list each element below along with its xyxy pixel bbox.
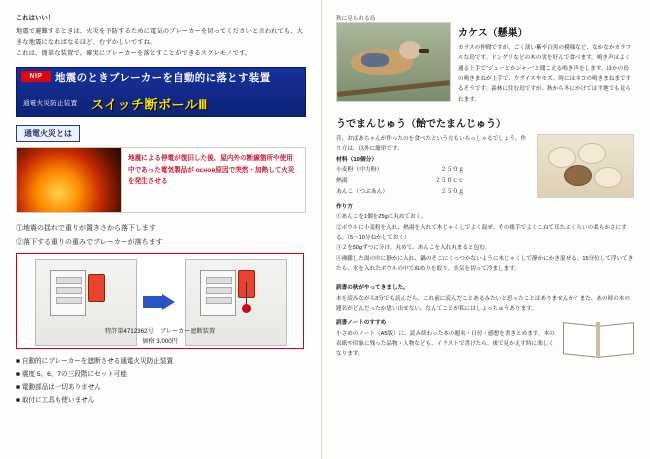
method-step-4: ④沸騰した湯の中に静かに入れ、鍋のそこにくっつかないように木じゃくしで静かにかき混ぜる。15分位して浮いてきたら、水を入れたボウルの中でぬめりを取り、水気を切って冷まします。 xyxy=(336,255,634,273)
product-photo-box xyxy=(16,253,304,349)
ingredient-row xyxy=(336,165,529,176)
reading-title-1: 読書の秋がやってきました。 xyxy=(336,285,409,292)
product-banner xyxy=(16,67,306,117)
lead-block xyxy=(16,14,307,59)
method-step-3: ③２を50gずつに分け、丸めて、あんこを入れ丸まると包む。 xyxy=(336,245,491,252)
bird-title: カケス（懸巣） xyxy=(458,28,528,39)
bird-section xyxy=(336,14,634,106)
banner-subtitle: 通電火災防止装置 xyxy=(23,100,78,108)
banner-product-name: スイッチ断ボールⅢ xyxy=(91,97,208,113)
method-title: 作り方 xyxy=(336,204,353,210)
method-step-1: ①あんこを1個を25gに丸めておく。 xyxy=(336,214,427,221)
ingredient-name: あんこ（つぶあん） xyxy=(336,188,389,195)
open-book-icon xyxy=(562,318,634,360)
bullet-3: ■ 電動部品は一切ありません xyxy=(16,382,307,395)
lead-paragraph-2: これは、簡単な装置で、確実にブレーカーを落とすことができるスグレモノです。 xyxy=(16,49,252,57)
bullet-2: ■ 震度 5、6、7の三段階にセット可能 xyxy=(16,369,307,382)
method-step-2: ②ボウルに小麦粉を入れ、熱湯を入れて木じゃくしでよく混ぜ、その後手でよくこねて耳たぶくらいの柔らかさにする。（5〜10分ねかしておく） xyxy=(336,224,627,242)
lead-paragraph-1: 地震で避難するときは、火災を予防するために電気のブレーカーを切ってくださいと言われても、大きな地震になればなるほど、むずかしいですね。 xyxy=(16,27,304,46)
breaker-panel-icon xyxy=(50,270,86,316)
fire-warning-text: 地震による停電が復旧した後、屋内外の断線箇所や使用中であった電気製品が основ原因で突然・加熱して火災を発生させる xyxy=(128,155,295,185)
weight-ball-icon xyxy=(242,304,251,313)
feature-bullets xyxy=(16,356,307,407)
patent-text: 特許第4712362号 ブレーカー遮断装置 xyxy=(104,327,216,335)
ingredient-name: 熱湯 xyxy=(336,178,348,185)
step-2: ②落下する重りの重みでブレーカーが落ちます xyxy=(16,238,163,246)
section-subhead: 通電火災とは xyxy=(16,125,80,142)
step-1: ①地震の揺れで重りが置きさから落下します xyxy=(16,225,156,233)
ingredient-row xyxy=(336,176,529,187)
device-icon xyxy=(88,274,105,302)
reading-body-1: 本を読みながら3分でも読んだら、これ前に読んだことあるみたいと思ったことはありませんか？また、あの時の本の題名がどんだったか思い出せない、なんてことが私にはしょっちゅうあります。 xyxy=(336,295,630,313)
reading-section xyxy=(336,283,634,360)
lead-heading: これはいい！ xyxy=(16,15,55,22)
reading-body-2: 小さめのノート（A5版）に、読み終わった本の題名・日付・感想を書きとめます。本の表紙や印象に残った品物・人物なども、イラストで書けたら、後で見かえす時に楽しくなります。 xyxy=(336,330,555,358)
bird-body: カラスの仲間ですが、ごく淡い紫や白黒の模様など、なかなかカラフルな鳥です。ドングリなどの木の実を好んで食べます。鳴き声はよく通る上手で“ジェーとかジャー”と聞こえる鳴き声をします。ほかの鳥の鳴きまねが上手で、ウグイスやモズ、時にはネコの鳴きまねまでするそうです。森林に住む鳥ですが、秋から冬にかけては平地でも見られます。 xyxy=(458,45,632,103)
manju-intro: 昔、おばあちゃんが作ったのを食べたという方もいらっしゃるでしょう。作り方は、以外に簡単です。 xyxy=(336,136,527,153)
bird-kicker: 秋に見られる鳥 xyxy=(336,16,376,22)
banner-title: 地震のときブレーカーを自動的に落とす装置 xyxy=(55,72,271,85)
ingredients-title: 材料（10個分） xyxy=(336,156,378,163)
ingredient-amount: ２５０ｇ xyxy=(440,188,464,195)
price-text: 価格 3,000円 xyxy=(142,337,178,345)
bullet-4: ■ 取付に工具も使いません xyxy=(16,395,307,408)
weight-string xyxy=(246,282,247,306)
right-column xyxy=(322,0,650,459)
ingredient-row xyxy=(336,187,529,198)
left-column xyxy=(0,0,321,459)
manju-photo xyxy=(537,134,634,198)
breaker-panel-icon xyxy=(200,270,236,316)
fire-photo xyxy=(17,148,122,212)
how-it-works-steps xyxy=(16,222,307,249)
nip-badge: NIP xyxy=(21,71,51,82)
ingredient-name: 小麦粉（中力粉） xyxy=(336,167,383,174)
manju-section xyxy=(336,115,634,274)
arrow-icon xyxy=(143,294,177,310)
bird-photo xyxy=(336,22,451,102)
ingredient-amount: ２５０ｃｃ xyxy=(435,178,464,185)
manju-method xyxy=(336,202,634,274)
fire-warning-box xyxy=(16,147,306,213)
reading-title-2: 読書ノートのすすめ xyxy=(336,320,387,327)
ingredient-amount: ２５０ｇ xyxy=(440,167,464,174)
manju-title: うでまんじゅう（飴でたまんじゅう） xyxy=(336,119,506,130)
bullet-1: ■ 自動的にブレーカーを遮断させる通電火災防止装置 xyxy=(16,356,307,369)
product-caption xyxy=(17,326,303,345)
